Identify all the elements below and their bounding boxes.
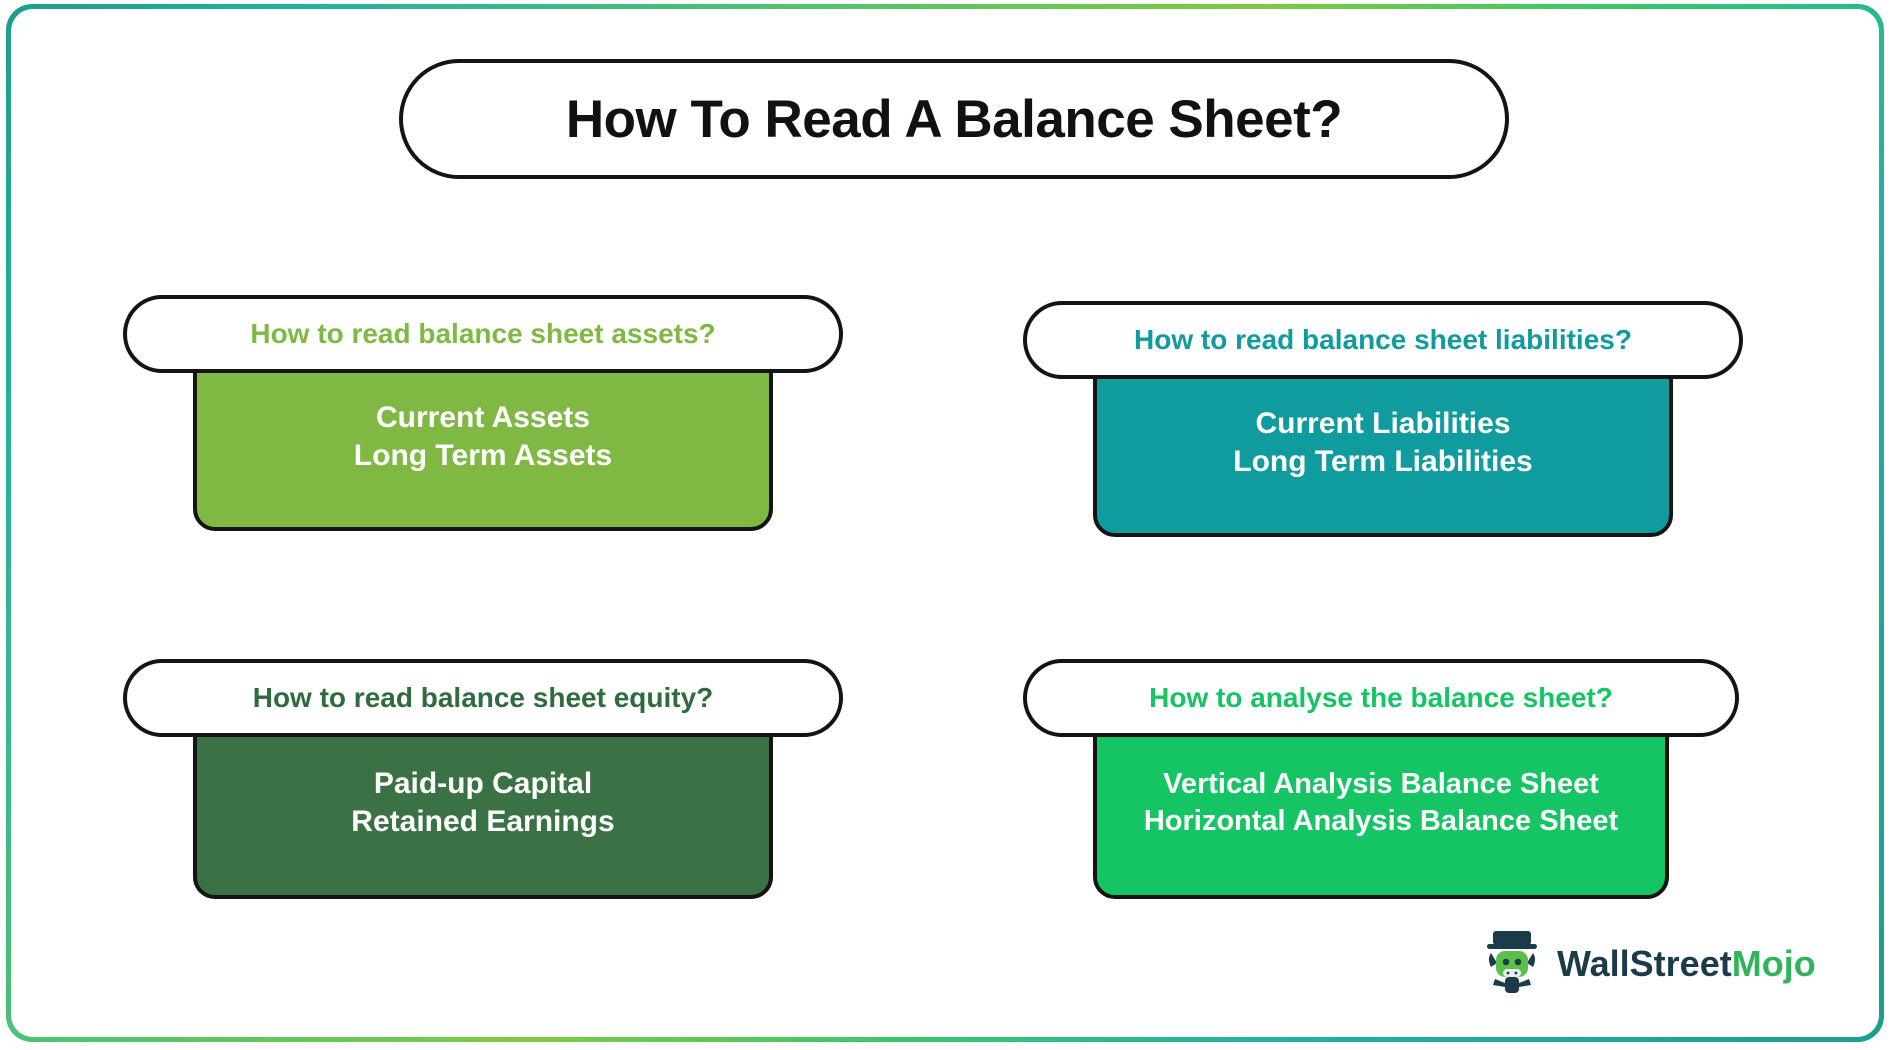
card-liabilities-heading: [1023, 301, 1743, 379]
card-analyse-heading: [1023, 659, 1739, 737]
card-equity: [123, 659, 843, 899]
card-liabilities: [1023, 301, 1743, 537]
bull-mascot-icon: [1481, 929, 1543, 999]
card-analyse: [1023, 659, 1739, 899]
card-assets: [123, 295, 843, 531]
card-analyse-heading-text: How to analyse the balance sheet?: [1149, 682, 1613, 713]
card-liabilities-line-2: Long Term Liabilities: [1233, 445, 1533, 478]
card-assets-heading-text: How to read balance sheet assets?: [250, 318, 716, 349]
card-liabilities-line-1: Current Liabilities: [1255, 406, 1511, 440]
brand-logo-text-part2: Mojo: [1731, 943, 1816, 984]
brand-logo-text: [1557, 943, 1816, 985]
card-equity-line-1: Paid-up Capital: [373, 766, 593, 800]
card-liabilities-heading-text: How to read balance sheet liabilities?: [1134, 324, 1632, 355]
brand-logo-text-part1: WallStreet: [1557, 943, 1732, 984]
page-title-text: How To Read A Balance Sheet?: [565, 89, 1343, 149]
card-assets-line-2: Long Term Assets: [353, 439, 613, 472]
brand-logo: [1481, 929, 1816, 999]
card-equity-heading: [123, 659, 843, 737]
card-assets-heading: [123, 295, 843, 373]
card-assets-line-1: Current Assets: [376, 400, 590, 434]
card-equity-line-2: Retained Earnings: [351, 805, 615, 838]
page-title: [399, 59, 1509, 179]
gradient-border-frame: [6, 4, 1884, 1042]
infographic-canvas: [11, 9, 1879, 1037]
card-equity-heading-text: How to read balance sheet equity?: [252, 682, 714, 713]
card-analyse-line-2: Horizontal Analysis Balance Sheet: [1143, 805, 1619, 837]
card-analyse-line-1: Vertical Analysis Balance Sheet: [1163, 767, 1599, 800]
